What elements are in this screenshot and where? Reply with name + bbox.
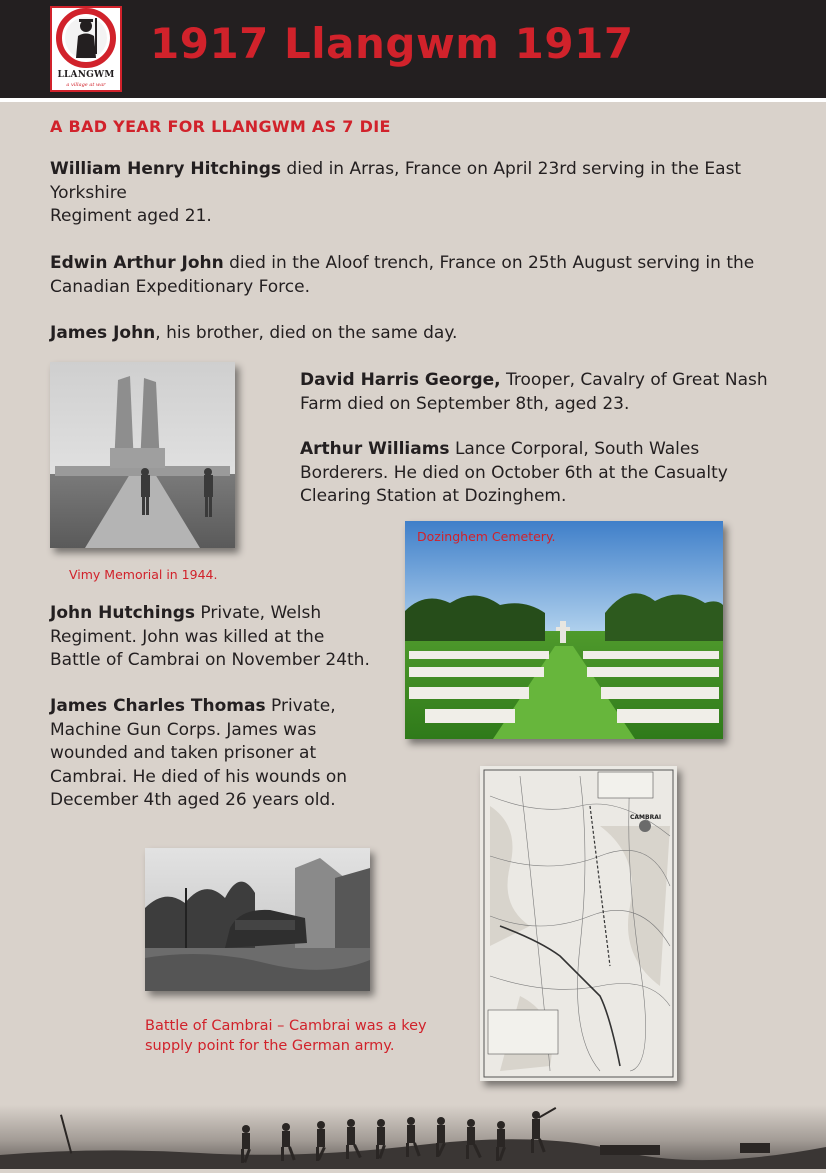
entry-text: Private, <box>265 696 336 716</box>
soldiers-silhouette-icon <box>0 1105 826 1169</box>
entry-name: Edwin Arthur John <box>50 253 224 273</box>
entry-text: Regiment aged 21. <box>50 206 212 226</box>
entry-name: Arthur Williams <box>300 439 450 459</box>
header-divider <box>0 98 826 102</box>
entry-david-harris-george <box>300 369 800 416</box>
entry-text: Battle of Cambrai on November 24th. <box>50 650 370 670</box>
soldier-silhouette-footer <box>0 1105 826 1169</box>
dozinghem-caption: Dozinghem Cemetery. <box>417 529 556 544</box>
llangwm-logo <box>50 6 122 92</box>
entry-text: Yorkshire <box>50 182 127 203</box>
cambrai-tank-photo <box>145 848 370 991</box>
entry-text: Cambrai. He died of his wounds on <box>50 766 348 787</box>
cambrai-caption-line: supply point for the German army. <box>145 1038 395 1054</box>
entry-text: Regiment. John was killed at the <box>50 626 325 647</box>
logo-name: LLANGWM <box>57 70 115 80</box>
entry-hitchings <box>50 158 790 229</box>
entry-text: Trooper, Cavalry of Great Nash <box>500 370 768 390</box>
soldier-badge-icon <box>52 8 120 70</box>
vimy-caption: Vimy Memorial in 1944. <box>69 567 218 582</box>
page-header <box>0 0 826 98</box>
entry-text: Farm died on September 8th, aged 23. <box>300 393 630 414</box>
entry-text: Borderers. He died on October 6th at the Casualty <box>300 462 728 483</box>
entry-arthur-williams <box>300 438 800 509</box>
section-heading: A BAD YEAR FOR LLANGWM AS 7 DIE <box>50 117 391 136</box>
entry-edwin-arthur-john <box>50 252 800 299</box>
entry-name: James John <box>50 323 156 343</box>
entry-text: Clearing Station at Dozinghem. <box>300 486 567 506</box>
logo-subtitle: a village at war <box>66 82 106 88</box>
cambrai-map <box>480 766 677 1081</box>
entry-name: John Hutchings <box>50 603 195 623</box>
entry-text: December 4th aged 26 years old. <box>50 790 336 810</box>
map-town-label: CAMBRAI <box>630 814 662 821</box>
entry-text: Private, Welsh <box>194 603 322 623</box>
entry-james-charles-thomas <box>50 695 390 813</box>
entry-text: died in the Aloof trench, France on 25th August serving in the <box>223 253 755 273</box>
entry-john-hutchings <box>50 602 390 673</box>
entry-name: James Charles Thomas <box>50 696 266 716</box>
cambrai-caption <box>145 1016 427 1056</box>
entry-name: William Henry Hitchings <box>50 159 281 179</box>
entry-text: wounded and taken prisoner at <box>50 743 317 763</box>
entry-text: died in Arras, France on April 23rd serving in the East <box>281 159 742 179</box>
entry-text: Canadian Expeditionary Force. <box>50 276 310 297</box>
cambrai-caption-line: Battle of Cambrai – Cambrai was a key <box>145 1018 427 1034</box>
entry-james-john <box>50 322 750 346</box>
dozinghem-cemetery-photo <box>405 521 723 739</box>
entry-name: David Harris George, <box>300 370 501 390</box>
entry-text: , his brother, died on the same day. <box>155 323 458 343</box>
entry-text: Lance Corporal, South Wales <box>449 439 700 459</box>
page-title: 1917 Llangwm 1917 <box>150 19 634 68</box>
entry-text: Machine Gun Corps. James was <box>50 719 317 740</box>
vimy-memorial-photo <box>50 362 235 548</box>
